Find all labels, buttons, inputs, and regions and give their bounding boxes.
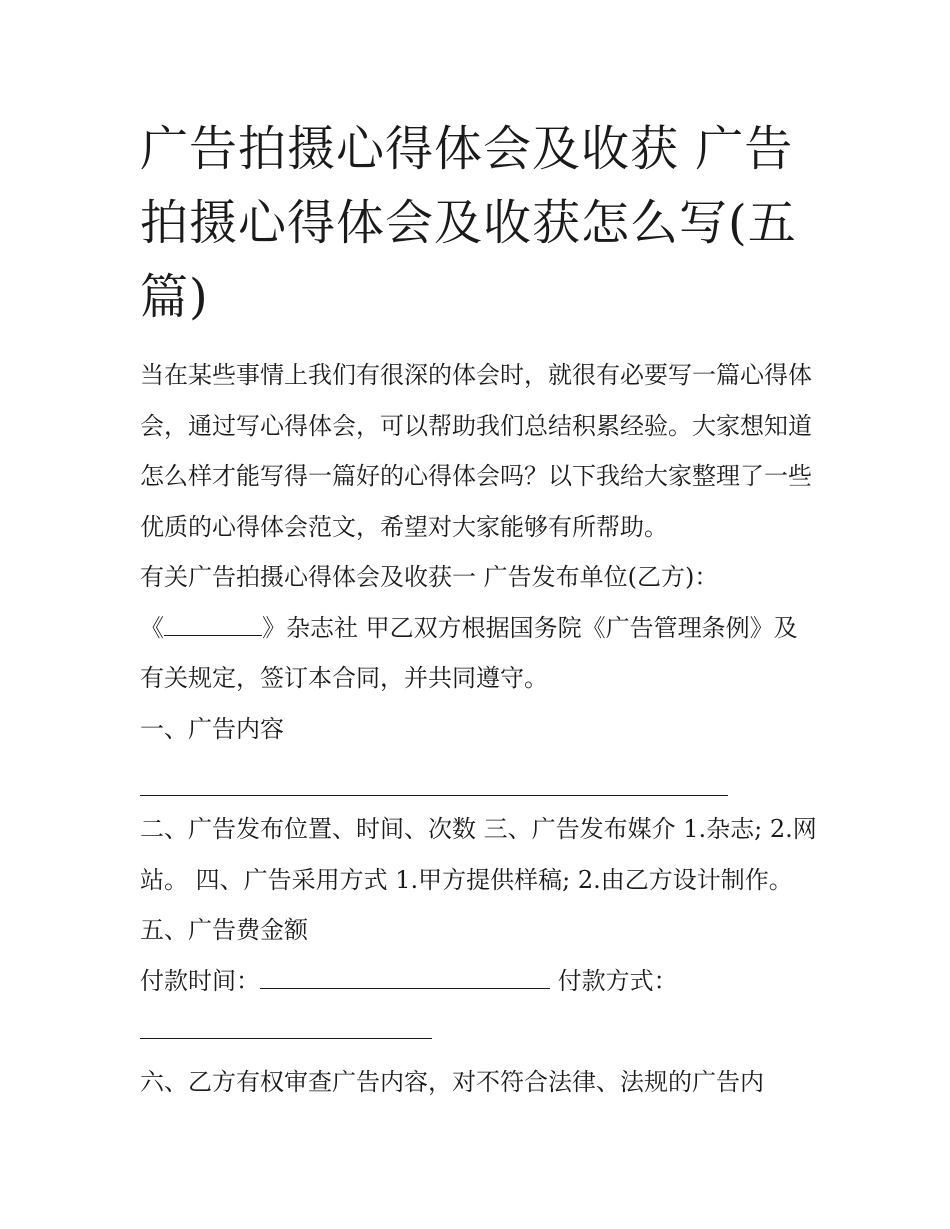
document-body	[140, 350, 820, 1107]
contract-paragraph	[140, 603, 820, 704]
intro-paragraph: 当在某些事情上我们有很深的体会时，就很有必要写一篇心得体会，通过写心得体会，可以帮助我们总结积累经验。大家想知道怎么样才能写得一篇好的心得体会吗？以下我给大家整理了一些优质的心得体会范文，希望对大家能够有所帮助。	[140, 361, 812, 541]
book-title-open: 《	[140, 613, 164, 642]
payment-paragraph	[140, 956, 820, 1057]
payment-method-blank	[140, 1018, 432, 1039]
item-review: 六、乙方有权审查广告内容，对不符合法律、法规的广告内	[140, 1067, 764, 1096]
payment-time-label: 付款时间：	[140, 966, 260, 995]
ad-content-blank-line	[140, 754, 728, 804]
section-heading: 有关广告拍摄心得体会及收获一 广告发布单位(乙方)：	[140, 563, 719, 591]
payment-method-label: 付款方式：	[550, 966, 678, 995]
magazine-name-blank	[164, 615, 262, 636]
document-title: 广告拍摄心得体会及收获 广告拍摄心得体会及收获怎么写(五篇)	[140, 121, 797, 325]
payment-time-blank	[260, 968, 550, 989]
items-paragraph: 二、广告发布位置、时间、次数 三、广告发布媒介 1.杂志; 2.网站。 四、广告采用方式 1.甲方提供样稿; 2.由乙方设计制作。 五、广告费金额	[140, 815, 817, 944]
item-ad-content: 一、广告内容	[140, 714, 284, 743]
document-page	[140, 112, 820, 1107]
contract-text: 》杂志社 甲乙双方根据国务院《广告管理条例》及有关规定，签订本合同，并共同遵守。	[140, 613, 798, 692]
